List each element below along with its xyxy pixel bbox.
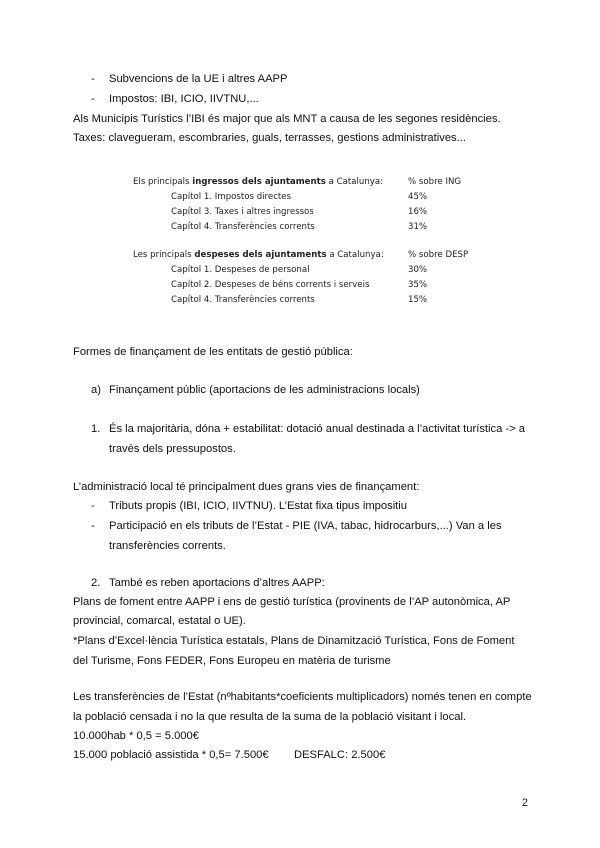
despeses-row-label: Capítol 2. Despeses de béns corrents i serveis — [171, 280, 370, 290]
item-2-marker: 2. — [91, 577, 101, 589]
item-1-line1: És la majoritària, dóna + estabilitat: dotació anual destinada a l’activitat turística -> a — [109, 423, 526, 435]
plans-line2: provincial, comarcal, estatal o UE). — [73, 615, 246, 627]
bullet-participacio-line2: transferències corrents. — [109, 540, 226, 552]
item-2-text: També es reben aportacions d’altres AAPP: — [109, 577, 325, 589]
ingressos-title: Els principals ingressos dels ajuntaments a Catalunya: — [133, 177, 384, 187]
desfalc-value: DESFALC: 2.500€ — [294, 749, 386, 761]
bullet-subvencions: Subvencions de la UE i altres AAPP — [109, 73, 288, 85]
item-1-marker: 1. — [91, 423, 101, 435]
ingressos-row-label: Capítol 3. Taxes i altres ingressos — [171, 207, 314, 217]
plans-note-line1: *Plans d’Excel·lència Turística estatals, Plans de Dinamització Turística, Fons de Foment — [73, 635, 515, 647]
item-a-text: Finançament públic (aportacions de les administracions locals) — [109, 384, 420, 396]
despeses-row-value: 30% — [408, 265, 428, 275]
item-a-marker: a) — [91, 384, 101, 396]
plans-line1: Plans de foment entre AAPP i ens de gestió turística (provinents de l’AP autonòmica, AP — [73, 596, 511, 608]
ingressos-col-header: % sobre ING — [408, 177, 462, 187]
admin-local-paragraph: L’administració local té principalment dues grans vies de finançament: — [73, 481, 420, 493]
despeses-row-label: Capítol 4. Transferències corrents — [171, 295, 315, 305]
ingressos-row-value: 31% — [408, 222, 428, 232]
bullet-dash: - — [91, 73, 95, 85]
bullet-tributs: Tributs propis (IBI, ICIO, IIVTNU). L’Estat fixa tipus impositiu — [109, 500, 408, 512]
page-number: 2 — [521, 797, 528, 809]
ingressos-row-value: 16% — [408, 207, 428, 217]
bullet-dash: - — [91, 500, 95, 512]
bullet-dash: - — [91, 520, 95, 532]
ingressos-row-value: 45% — [408, 192, 428, 202]
paragraph-taxes: Taxes: clavegueram, escombraries, guals, terrasses, gestions administratives... — [73, 132, 466, 144]
bullet-participacio-line1: Participació en els tributs de l’Estat - PIE (IVA, tabac, hidrocarburs,...) Van a les — [109, 520, 502, 532]
calc-line1: 10.000hab * 0,5 = 5.000€ — [73, 730, 199, 742]
transferencies-line2: la població censada i no la que resulta de la suma de la població visitant i local. — [73, 711, 467, 723]
ingressos-row-label: Capítol 4. Transferències corrents — [171, 222, 315, 232]
despeses-title: Les principals despeses dels ajuntaments a Catalunya: — [133, 250, 384, 260]
formes-title: Formes de finançament de les entitats de gestió pública: — [73, 346, 353, 358]
bullet-dash: - — [91, 93, 95, 105]
despeses-row-value: 35% — [408, 280, 428, 290]
despeses-row-value: 15% — [408, 295, 428, 305]
plans-note-line2: del Turisme, Fons FEDER, Fons Europeu en matèria de turisme — [73, 655, 391, 667]
bullet-impostos: Impostos: IBI, ICIO, IIVTNU,... — [109, 93, 259, 105]
ingressos-row-label: Capítol 1. Impostos directes — [171, 192, 292, 202]
transferencies-line1: Les transferències de l’Estat (nºhabitants*coeficients multiplicadors) només tenen en compte — [73, 691, 532, 703]
paragraph-ibi: Als Municipis Turístics l’IBI és major que als MNT a causa de les segones residències. — [73, 113, 501, 125]
item-1-line2: través dels pressupostos. — [109, 443, 236, 455]
despeses-row-label: Capítol 1. Despeses de personal — [171, 265, 310, 275]
despeses-col-header: % sobre DESP — [408, 250, 469, 260]
calc-line2: 15.000 població assistida * 0,5= 7.500€ — [73, 749, 269, 761]
